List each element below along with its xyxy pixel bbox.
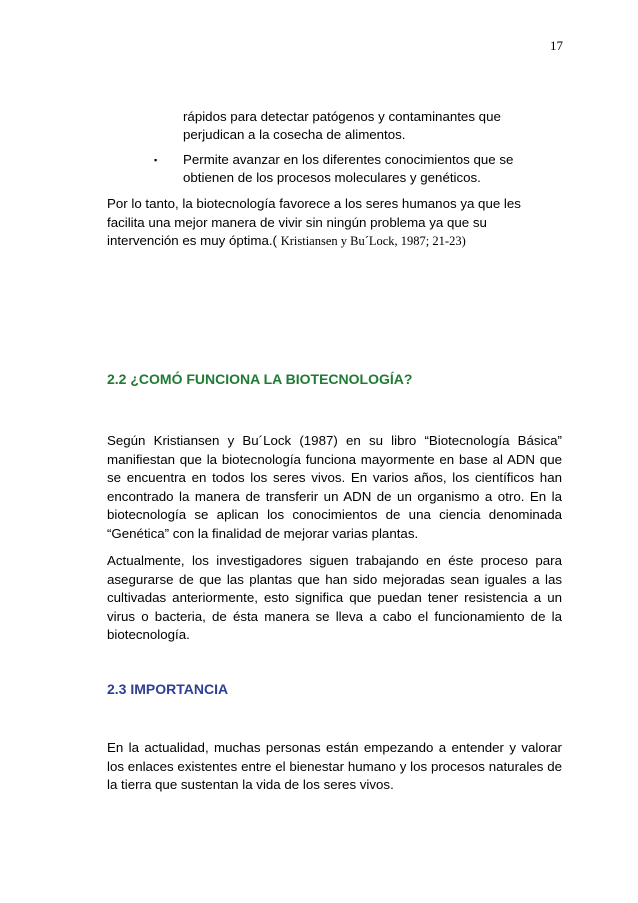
section-2-2-heading: 2.2 ¿COMÓ FUNCIONA LA BIOTECNOLOGÍA? bbox=[107, 371, 413, 387]
bullet-item-line-2: obtienen de los procesos moleculares y genéticos. bbox=[183, 170, 481, 185]
summary-text: Por lo tanto, la biotecnología favorece a los seres humanos ya que les facilita una mejor manera de vivir sin ningún problema ya que su intervención es muy óptima.( bbox=[107, 196, 521, 248]
section-2-3-paragraph-1: En la actualidad, muchas personas están empezando a entender y valorar los enlaces existentes entre el bienestar humano y los procesos naturales de la tierra que sustentan la vida de los seres vivos. bbox=[107, 740, 562, 792]
summary-paragraph bbox=[107, 195, 547, 251]
list-continuation bbox=[183, 108, 543, 144]
section-2-2-paragraph-2: Actualmente, los investigadores siguen trabajando en éste proceso para asegurarse de que las plantas que han sido mejoradas sean iguales a las cultivadas anteriormente, esto significa que puedan tener resistencia a un virus o bacteria, de ésta manera se lleva a cabo el funcionamiento de la biotecnología. bbox=[107, 553, 562, 642]
list-continuation-line-2: perjudican a la cosecha de alimentos. bbox=[183, 127, 406, 142]
bullet-square-icon: ▪ bbox=[154, 155, 158, 165]
summary-citation: Kristiansen y Bu´Lock, 1987; 21-23) bbox=[280, 234, 466, 248]
section-2-2-paragraph-1: Según Kristiansen y Bu´Lock (1987) en su libro “Biotecnología Básica” manifiestan que la biotecnología funciona mayormente en base al ADN que se encuentra en todos los seres vivos. En varios años, los científicos han encontrado la manera de transferir un ADN de un organismo a otro. En la biotecnología se aplican los conocimientos de una ciencia denominada “Genética” con la finalidad de mejorar varias plantas. bbox=[107, 433, 562, 541]
bullet-item-line-1: Permite avanzar en los diferentes conocimientos que se bbox=[183, 152, 514, 167]
page-number: 17 bbox=[550, 38, 563, 53]
list-continuation-line-1: rápidos para detectar patógenos y contaminantes que bbox=[183, 109, 501, 124]
section-2-3-heading: 2.3 IMPORTANCIA bbox=[107, 681, 229, 697]
bullet-item bbox=[183, 151, 543, 187]
